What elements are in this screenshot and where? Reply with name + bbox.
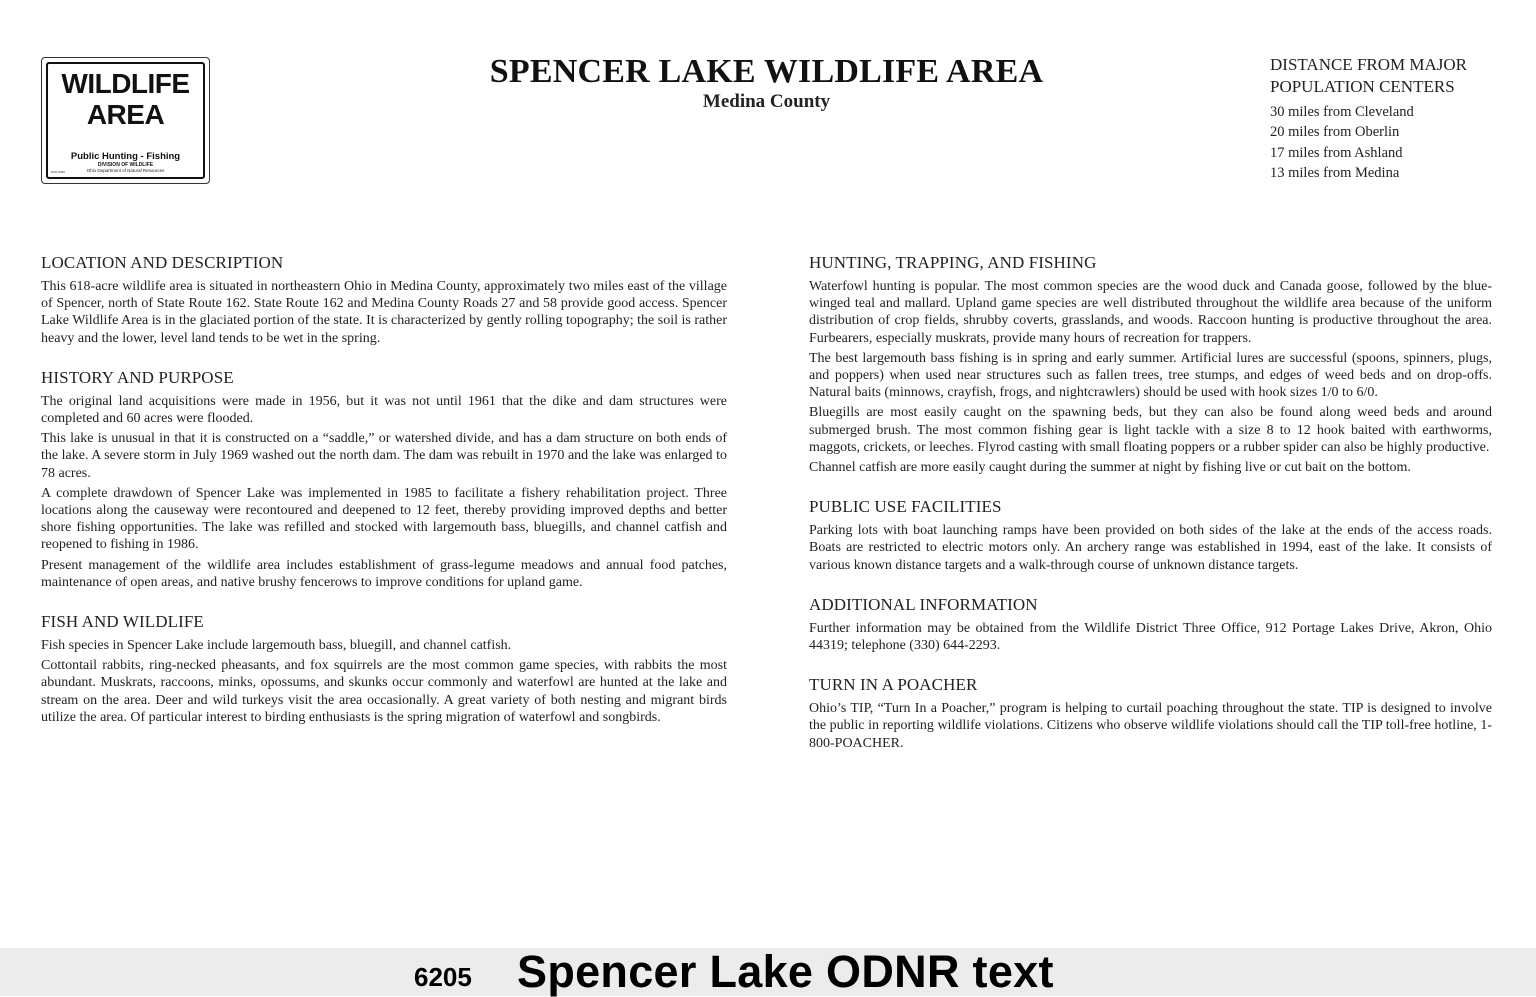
section-history-and-purpose [41,367,727,591]
section-public-use-facilities [809,496,1492,574]
section-location-and-description [41,252,727,347]
section-additional-information [809,594,1492,654]
distance-item: 17 miles from Ashland [1270,144,1403,161]
section-paragraph: The original land acquisitions were made in 1956, but it was not until 1961 that the dike and dam structures were completed and 60 acres were flooded. [41,393,727,427]
right-column [809,252,1492,772]
sign-code: DNR 8886 [51,170,66,174]
distance-heading-line1: DISTANCE FROM MAJOR [1270,55,1468,74]
section-hunting-trapping-and-fishing [809,252,1492,476]
distance-item: 20 miles from Oberlin [1270,124,1400,141]
sign-title-line2: AREA [86,99,165,130]
section-paragraph: Present management of the wildlife area includes establishment of grass-legume meadows and annual food patches, maintenance of open areas, and native brushy fencerows to improve conditions for upland game. [41,557,727,590]
distance-heading [1270,54,1520,98]
section-heading: PUBLIC USE FACILITIES [809,497,1002,517]
distance-item: 30 miles from Cleveland [1270,104,1414,120]
footer-bar [0,948,1536,996]
section-heading: ADDITIONAL INFORMATION [809,594,1038,614]
section-paragraph: Bluegills are most easily caught on the spawning beds, but they can also be found along weed beds and around submerged brush. The most common fishing gear is light tackle with a size 8 to 12 hook baited with earthworms, maggots, crickets, or leeches. Flyrod casting with small floating poppers or a rubber spider can also be highly productive. [809,405,1492,455]
distance-item: 13 miles from Medina [1270,164,1400,181]
section-heading: HUNTING, TRAPPING, AND FISHING [809,253,1097,272]
section-paragraph: This 618-acre wildlife area is situated in northeastern Ohio in Medina County, approximately two miles east of the village of Spencer, north of State Route 162. State Route 162 and Medina County Roads 27 and 58 provide good access. Spencer Lake Wildlife Area is in the glaciated portion of the state. It is characterized by gently rolling topography; the soil is rather heavy and the lower, level land tends to be wet in the spring. [41,279,727,346]
sign-subtitle: Public Hunting - Fishing [70,151,181,162]
section-paragraph: The best largemouth bass fishing is in spring and early summer. Artificial lures are successful (spoons, spinners, plugs, and poppers) when used near structures such as fallen trees, tree stumps, and edges of weed beds and on drop-offs. Natural baits (minnows, crayfish, frogs, and nightcrawlers) should be used with hook sizes 1/0 to 6/0. [809,350,1492,401]
section-paragraph: Waterfowl hunting is popular. The most common species are the wood duck and Canada goose, followed by the blue-winged teal and mallard. Upland game species are well distributed throughout the wildlife area because of the uniform distribution of crop fields, shrubby coverts, grasslands, and woods. Raccoon hunting is productive throughout the area. Furbearers, especially muskrats, provide many hours of recreation for trappers. [809,279,1492,346]
sign-border [46,62,205,179]
section-turn-in-a-poacher [809,674,1492,752]
footer-caption: Spencer Lake ODNR text [517,946,1054,997]
section-heading: HISTORY AND PURPOSE [41,367,234,387]
section-paragraph: This lake is unusual in that it is constructed on a “saddle,” or watershed divide, and has a dam structure on both ends of the lake. A severe storm in July 1969 washed out the north dam. The dam was rebuilt in 1970 and the lake was enlarged to 78 acres. [41,431,727,481]
footer-number: 6205 [414,962,472,992]
section-heading: LOCATION AND DESCRIPTION [41,253,284,272]
sign-department: Ohio Department of Natural Resources [86,168,165,173]
page-subtitle: Medina County [702,91,831,112]
distance-list [1270,102,1520,183]
wildlife-area-sign [41,57,210,184]
section-paragraph: Ohio’s TIP, “Turn In a Poacher,” program is helping to curtail poaching throughout the state. TIP is designed to involve the public in reporting wildlife violations. Citizens who observe wildlife violations should call the TIP toll-free hotline, 1-800-POACHER. [809,701,1492,751]
section-heading: TURN IN A POACHER [809,675,978,695]
sign-title-line1: WILDLIFE [61,68,190,99]
section-paragraph: Cottontail rabbits, ring-necked pheasants, and fox squirrels are the most common game species, with rabbits the most abundant. Muskrats, raccoons, minks, opossums, and skunks occur commonly and waterfowl are hunted at the lake and stream on the area. Deer and wild turkeys visit the area occasionally. A great variety of both nesting and migrant birds utilize the area. Of particular interest to birding enthusiasts is the spring migration of waterfowl and songbirds. [41,658,727,725]
distance-heading-line2: POPULATION CENTERS [1270,77,1455,96]
sign-title [48,68,203,130]
section-paragraph: Parking lots with boat launching ramps have been provided on both sides of the lake at the ends of the access roads. Boats are restricted to electric motors only. An archery range was established in 1994, east of the lake. It consists of various known distance targets and a walk-through course of unknown distance targets. [809,523,1492,573]
section-paragraph: A complete drawdown of Spencer Lake was implemented in 1985 to facilitate a fishery rehabilitation project. Three locations along the causeway were recontoured and deepened to 12 feet, thereby providing improved depths and better shore fishing opportunities. The lake was refilled and stocked with largemouth bass, bluegills, and channel catfish and reopened to fishing in 1986. [41,485,727,553]
sign-division: DIVISION OF WILDLIFE [97,162,154,168]
section-paragraph: Channel catfish are more easily caught during the summer at night by fishing live or cut bait on the bottom. [809,460,1411,476]
left-column [41,252,727,746]
section-heading: FISH AND WILDLIFE [41,612,204,632]
section-paragraph: Fish species in Spencer Lake include largemouth bass, bluegill, and channel catfish. [41,638,512,654]
page-title: SPENCER LAKE WILDLIFE AREA [489,53,1044,90]
section-paragraph: Further information may be obtained from the Wildlife District Three Office, 912 Portage Lakes Drive, Akron, Ohio 44319; telephone (330) 644-2293. [809,620,1492,654]
distance-block [1270,54,1520,183]
section-fish-and-wildlife [41,611,727,726]
